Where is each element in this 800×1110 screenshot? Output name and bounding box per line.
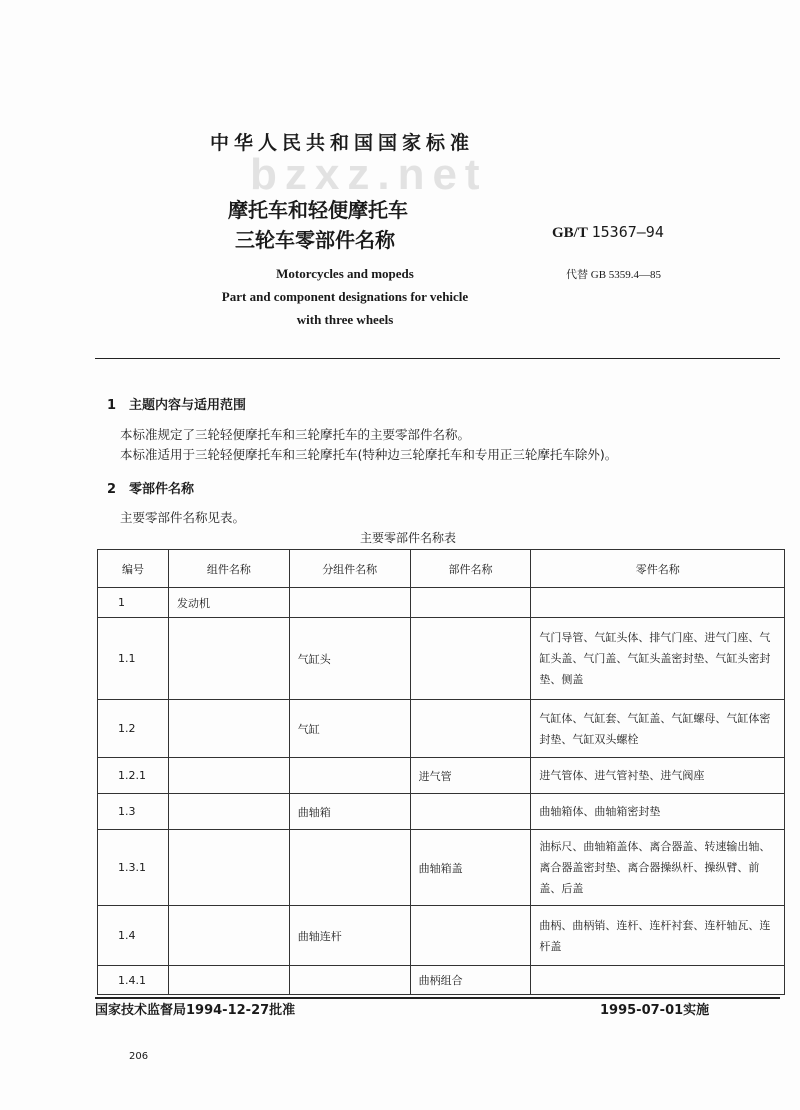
- table-row: [98, 588, 785, 618]
- header-cell: 组件名称: [168, 550, 289, 588]
- parts-list-cell: [531, 966, 785, 995]
- section-1-heading: 1 主题内容与适用范围: [107, 398, 247, 413]
- number-cell: 1.4: [98, 906, 169, 966]
- table-row: [98, 794, 785, 830]
- approval-text: 国家技术监督局1994-12-27批准: [95, 1003, 296, 1018]
- parts-list-cell: 油标尺、曲轴箱盖体、离合器盖、转速输出轴、离合器盖密封垫、离合器操纵杆、操纵臂、前盖、后盖: [531, 830, 785, 906]
- parts-table: [97, 549, 785, 995]
- subcomponent-cell: 曲轴箱: [289, 794, 410, 830]
- header-cell: 分组件名称: [289, 550, 410, 588]
- subcomponent-cell: 曲轴连杆: [289, 906, 410, 966]
- national-standard-label: 中华人民共和国国家标准: [210, 132, 475, 154]
- table-row: [98, 618, 785, 700]
- number-cell: 1.2: [98, 700, 169, 758]
- section-2-para-1: 主要零部件名称见表。: [120, 510, 246, 525]
- replaces-note: 代替 GB 5359.4—85: [566, 269, 662, 281]
- parts-list-cell: 曲柄、曲柄销、连杆、连杆衬套、连杆轴瓦、连杆盖: [531, 906, 785, 966]
- english-title-2: Part and component designations for vehicle: [221, 289, 469, 304]
- section-1-para-1: 本标准规定了三轮轻便摩托车和三轮摩托车的主要零部件名称。: [120, 427, 471, 442]
- number-cell: 1.2.1: [98, 758, 169, 794]
- part-cell: 进气管: [410, 758, 531, 794]
- subcomponent-cell: [289, 588, 410, 618]
- section-2-heading: 2 零部件名称: [107, 482, 195, 497]
- component-cell: [168, 966, 289, 995]
- component-cell: [168, 830, 289, 906]
- page-number: 206: [129, 1051, 149, 1062]
- subcomponent-cell: [289, 830, 410, 906]
- english-title-3: with three wheels: [296, 312, 394, 327]
- section-1-para-2: 本标准适用于三轮轻便摩托车和三轮摩托车(特种边三轮摩托车和专用正三轮摩托车除外)。: [120, 447, 618, 462]
- subcomponent-cell: [289, 758, 410, 794]
- part-cell: 曲轴箱盖: [410, 830, 531, 906]
- number-cell: 1.3.1: [98, 830, 169, 906]
- table-row: [98, 966, 785, 995]
- part-cell: [410, 794, 531, 830]
- title-line-1: 摩托车和轻便摩托车: [228, 198, 408, 222]
- parts-list-cell: 气缸体、气缸套、气缸盖、气缸螺母、气缸体密封垫、气缸双头螺栓: [531, 700, 785, 758]
- parts-list-cell: 进气管体、进气管衬垫、进气阀座: [531, 758, 785, 794]
- table-row: [98, 830, 785, 906]
- header-divider: [95, 358, 780, 359]
- part-cell: 曲柄组合: [410, 966, 531, 995]
- component-cell: [168, 906, 289, 966]
- part-cell: [410, 618, 531, 700]
- parts-list-cell: [531, 588, 785, 618]
- component-cell: 发动机: [168, 588, 289, 618]
- table-caption: 主要零部件名称表: [360, 531, 457, 545]
- table-header-row: [98, 550, 785, 588]
- title-line-2: 三轮车零部件名称: [235, 228, 395, 252]
- standard-code: [552, 222, 664, 243]
- component-cell: [168, 700, 289, 758]
- number-cell: 1.1: [98, 618, 169, 700]
- number-cell: 1: [98, 588, 169, 618]
- header-cell: 编号: [98, 550, 169, 588]
- code-number: 15367—94: [591, 223, 664, 241]
- table-row: [98, 700, 785, 758]
- component-cell: [168, 794, 289, 830]
- english-title-1: Motorcycles and mopeds: [276, 266, 414, 281]
- part-cell: [410, 700, 531, 758]
- number-cell: 1.4.1: [98, 966, 169, 995]
- effective-date: 1995-07-01实施: [600, 1003, 710, 1018]
- footer-divider: [95, 997, 780, 999]
- header-cell: 零件名称: [531, 550, 785, 588]
- parts-list-cell: 曲轴箱体、曲轴箱密封垫: [531, 794, 785, 830]
- table-row: [98, 758, 785, 794]
- component-cell: [168, 618, 289, 700]
- subcomponent-cell: 气缸头: [289, 618, 410, 700]
- part-cell: [410, 906, 531, 966]
- watermark: bzxz.net: [250, 150, 488, 199]
- subcomponent-cell: 气缸: [289, 700, 410, 758]
- component-cell: [168, 758, 289, 794]
- part-cell: [410, 588, 531, 618]
- table-row: [98, 906, 785, 966]
- parts-list-cell: 气门导管、气缸头体、排气门座、进气门座、气缸头盖、气门盖、气缸头盖密封垫、气缸头密封垫、侧盖: [531, 618, 785, 700]
- subcomponent-cell: [289, 966, 410, 995]
- code-prefix: GB/T: [552, 225, 588, 241]
- number-cell: 1.3: [98, 794, 169, 830]
- header-cell: 部件名称: [410, 550, 531, 588]
